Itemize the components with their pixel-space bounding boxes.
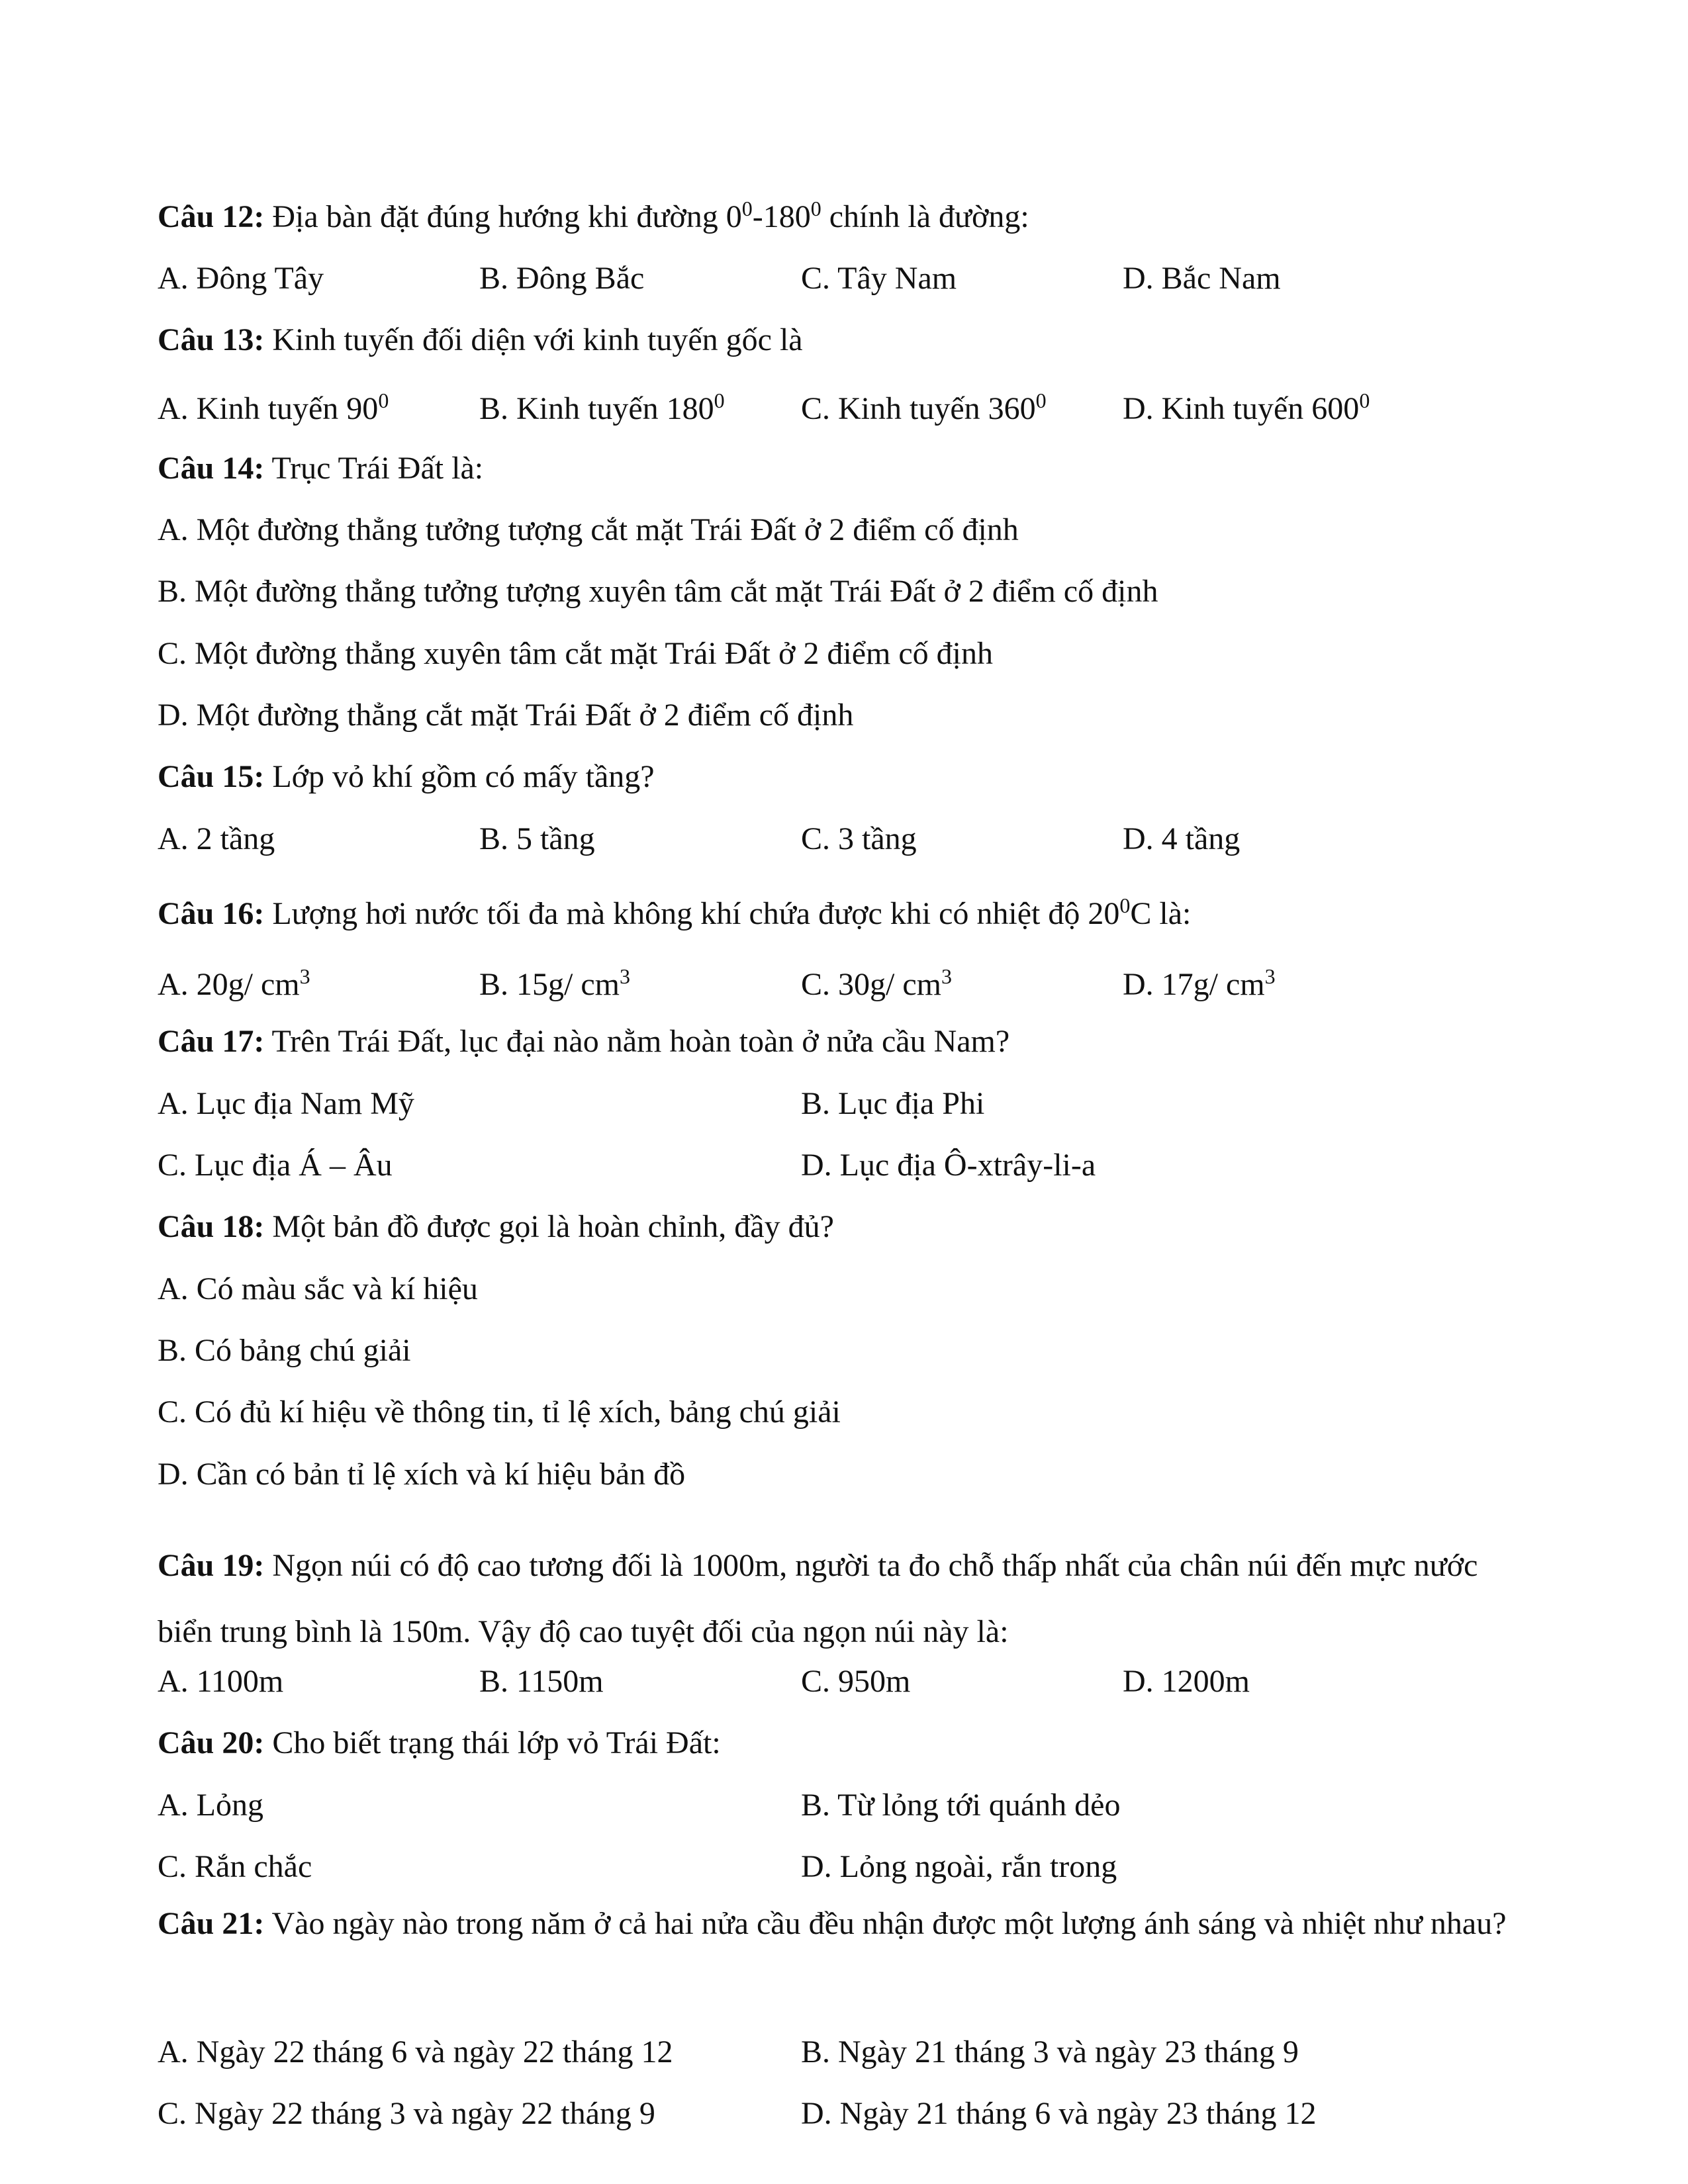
option-d: D. Ngày 21 tháng 6 và ngày 23 tháng 12 [801, 2096, 1317, 2131]
cube-superscript: 3 [620, 964, 630, 988]
option-c: C. 950m [801, 1664, 911, 1699]
question-16 [158, 895, 1534, 932]
degree-superscript: 0 [1359, 388, 1370, 412]
options-row [158, 2095, 1534, 2142]
question-stem: Cho biết trạng thái lớp vỏ Trái Đất: [272, 1725, 721, 1760]
degree-superscript: 0 [378, 388, 389, 412]
option-a [158, 390, 389, 427]
options-row [158, 966, 1534, 1013]
options-row [158, 1663, 1534, 1709]
option-d [1123, 390, 1370, 427]
question-label: Câu 17: [158, 1024, 265, 1059]
cube-superscript: 3 [1264, 964, 1276, 988]
option-text: C. Kinh tuyến 360 [801, 391, 1036, 426]
option-b [479, 390, 725, 427]
option-a: A. Một đường thẳng tưởng tượng cắt mặt Trái Đất ở 2 điểm cố định [158, 512, 1019, 547]
degree-superscript: 0 [1035, 388, 1047, 412]
option-a [158, 966, 310, 1003]
question-20 [158, 1725, 1534, 1761]
option-b: B. 1150m [479, 1664, 604, 1699]
question-15 [158, 758, 1534, 795]
option-a: A. Đông Tây [158, 261, 324, 296]
option-c [801, 390, 1047, 427]
cube-superscript: 3 [941, 964, 952, 988]
option-b: B. Từ lỏng tới quánh dẻo [801, 1788, 1121, 1823]
question-stem: Địa bàn đặt đúng hướng khi đường 0 [272, 199, 742, 234]
question-label: Câu 14: [158, 451, 265, 486]
question-label: Câu 16: [158, 896, 265, 931]
question-13 [158, 322, 1534, 358]
degree-superscript: 0 [810, 197, 821, 220]
option-d: D. Một đường thẳng cắt mặt Trái Đất ở 2 điểm cố định [158, 698, 854, 733]
option-text: D. 17g/ cm [1123, 967, 1265, 1002]
question-label: Câu 21: [158, 1906, 265, 1941]
option-d: D. 1200m [1123, 1664, 1250, 1699]
option-b: B. Có bảng chú giải [158, 1333, 411, 1368]
option-a: A. 2 tầng [158, 821, 275, 856]
question-label: Câu 18: [158, 1209, 265, 1244]
question-18 [158, 1208, 1534, 1245]
option-d: D. Lỏng ngoài, rắn trong [801, 1849, 1117, 1884]
question-21 [158, 1893, 1534, 1954]
question-label: Câu 12: [158, 199, 265, 234]
options-row [158, 821, 1534, 867]
question-stem: Lượng hơi nước tối đa mà không khí chứa được khi có nhiệt độ 20 [272, 896, 1120, 931]
question-label: Câu 20: [158, 1725, 265, 1760]
options-row [158, 1787, 1534, 1833]
option-b: B. Ngày 21 tháng 3 và ngày 23 tháng 9 [801, 2034, 1299, 2070]
option-c: C. Rắn chắc [158, 1849, 312, 1884]
cube-superscript: 3 [299, 964, 310, 988]
option-a: A. 1100m [158, 1664, 284, 1699]
option-b: B. Một đường thẳng tưởng tượng xuyên tâm cắt mặt Trái Đất ở 2 điểm cố định [158, 574, 1158, 609]
option-a: A. Ngày 22 tháng 6 và ngày 22 tháng 12 [158, 2034, 673, 2070]
option-a: A. Có màu sắc và kí hiệu [158, 1271, 478, 1306]
question-stem: Trên Trái Đất, lục đại nào nằm hoàn toàn ở nửa cầu Nam? [271, 1024, 1010, 1059]
options-row [158, 1085, 1534, 1132]
question-label: Câu 19: [158, 1548, 265, 1583]
option-c: C. Ngày 22 tháng 3 và ngày 22 tháng 9 [158, 2096, 655, 2131]
option-c: C. Một đường thẳng xuyên tâm cắt mặt Trái Đất ở 2 điểm cố định [158, 636, 993, 671]
question-14 [158, 450, 1534, 486]
option-text: B. Kinh tuyến 180 [479, 391, 714, 426]
option-d: D. Bắc Nam [1123, 261, 1281, 296]
option-d [1123, 966, 1276, 1003]
option-d: D. Cần có bản tỉ lệ xích và kí hiệu bản đồ [158, 1457, 686, 1492]
option-b: B. 5 tầng [479, 821, 595, 856]
question-19 [158, 1533, 1534, 1665]
option-text: D. Kinh tuyến 600 [1123, 391, 1360, 426]
option-text: A. 20g/ cm [158, 967, 300, 1002]
question-label: Câu 15: [158, 759, 265, 794]
option-a: A. Lục địa Nam Mỹ [158, 1086, 414, 1121]
option-text: C. 30g/ cm [801, 967, 941, 1002]
question-stem: Vào ngày nào trong năm ở cả hai nửa cầu đều nhận được một lượng ánh sáng và nhiệt như nhau? [271, 1906, 1507, 1941]
options-row [158, 390, 1534, 437]
option-d: D. Lục địa Ô-xtrây-li-a [801, 1148, 1096, 1183]
option-b: B. Đông Bắc [479, 261, 645, 296]
option-text: B. 15g/ cm [479, 967, 620, 1002]
question-stem: Một bản đồ được gọi là hoàn chỉnh, đầy đủ? [272, 1209, 834, 1244]
question-stem: Kinh tuyến đối diện với kinh tuyến gốc là [272, 322, 803, 357]
degree-superscript: 0 [1119, 893, 1131, 917]
question-stem: chính là đường: [821, 199, 1029, 234]
options-row [158, 260, 1534, 306]
question-17 [158, 1023, 1534, 1060]
option-c: C. Tây Nam [801, 261, 957, 296]
options-row [158, 1147, 1534, 1193]
option-text: A. Kinh tuyến 90 [158, 391, 379, 426]
option-c [801, 966, 952, 1003]
options-row [158, 2034, 1534, 2080]
option-a: A. Lỏng [158, 1788, 263, 1823]
option-c: C. Có đủ kí hiệu về thông tin, tỉ lệ xích, bảng chú giải [158, 1394, 841, 1430]
question-label: Câu 13: [158, 322, 265, 357]
question-12 [158, 199, 1534, 235]
degree-superscript: 0 [741, 197, 753, 220]
option-b: B. Lục địa Phi [801, 1086, 985, 1121]
option-b [479, 966, 630, 1003]
question-stem: Ngọn núi có độ cao tương đối là 1000m, người ta đo chỗ thấp nhất của chân núi đến mực nước biển trung bình là 150m. Vậy độ cao tuyệt đối của ngọn núi này là: [158, 1548, 1478, 1649]
option-c: C. 3 tầng [801, 821, 917, 856]
question-stem: Trục Trái Đất là: [271, 451, 484, 486]
question-stem: C là: [1130, 896, 1192, 931]
options-row [158, 1848, 1534, 1895]
degree-superscript: 0 [714, 388, 725, 412]
question-stem: Lớp vỏ khí gồm có mấy tầng? [272, 759, 655, 794]
option-c: C. Lục địa Á – Âu [158, 1148, 393, 1183]
option-d: D. 4 tầng [1123, 821, 1241, 856]
question-stem: -180 [752, 199, 811, 234]
